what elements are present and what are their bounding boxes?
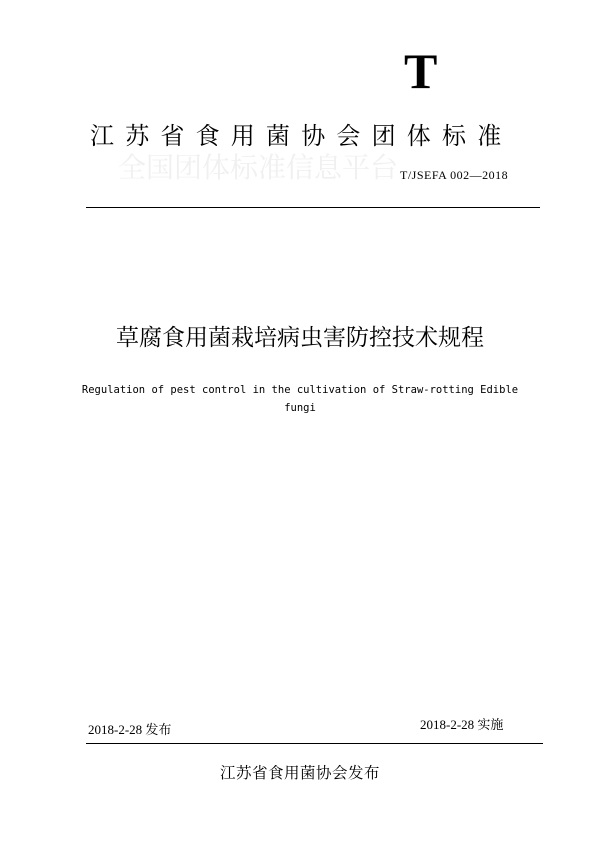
implementation-date: 2018-2-28 实施 bbox=[420, 717, 504, 732]
document-title-en-line2: fungi bbox=[284, 402, 316, 414]
publisher: 江苏省食用菌协会发布 bbox=[219, 764, 380, 782]
footer-divider bbox=[86, 743, 543, 744]
organization-standard-heading: 江苏省食用菌协会团体标准 bbox=[90, 122, 513, 150]
release-date: 2018-2-28 发布 bbox=[88, 722, 172, 737]
standard-type-letter: T bbox=[404, 43, 438, 99]
document-title-cn: 草腐食用菌栽培病虫害防控技术规程 bbox=[116, 325, 484, 351]
document-title-en-line1: Regulation of pest control in the cultivation of Straw-rotting Edible bbox=[81, 384, 519, 396]
standard-code: T/JSEFA 002—2018 bbox=[398, 168, 540, 183]
header-divider bbox=[86, 207, 540, 208]
watermark: 全国团体标准信息平台 bbox=[118, 151, 399, 184]
